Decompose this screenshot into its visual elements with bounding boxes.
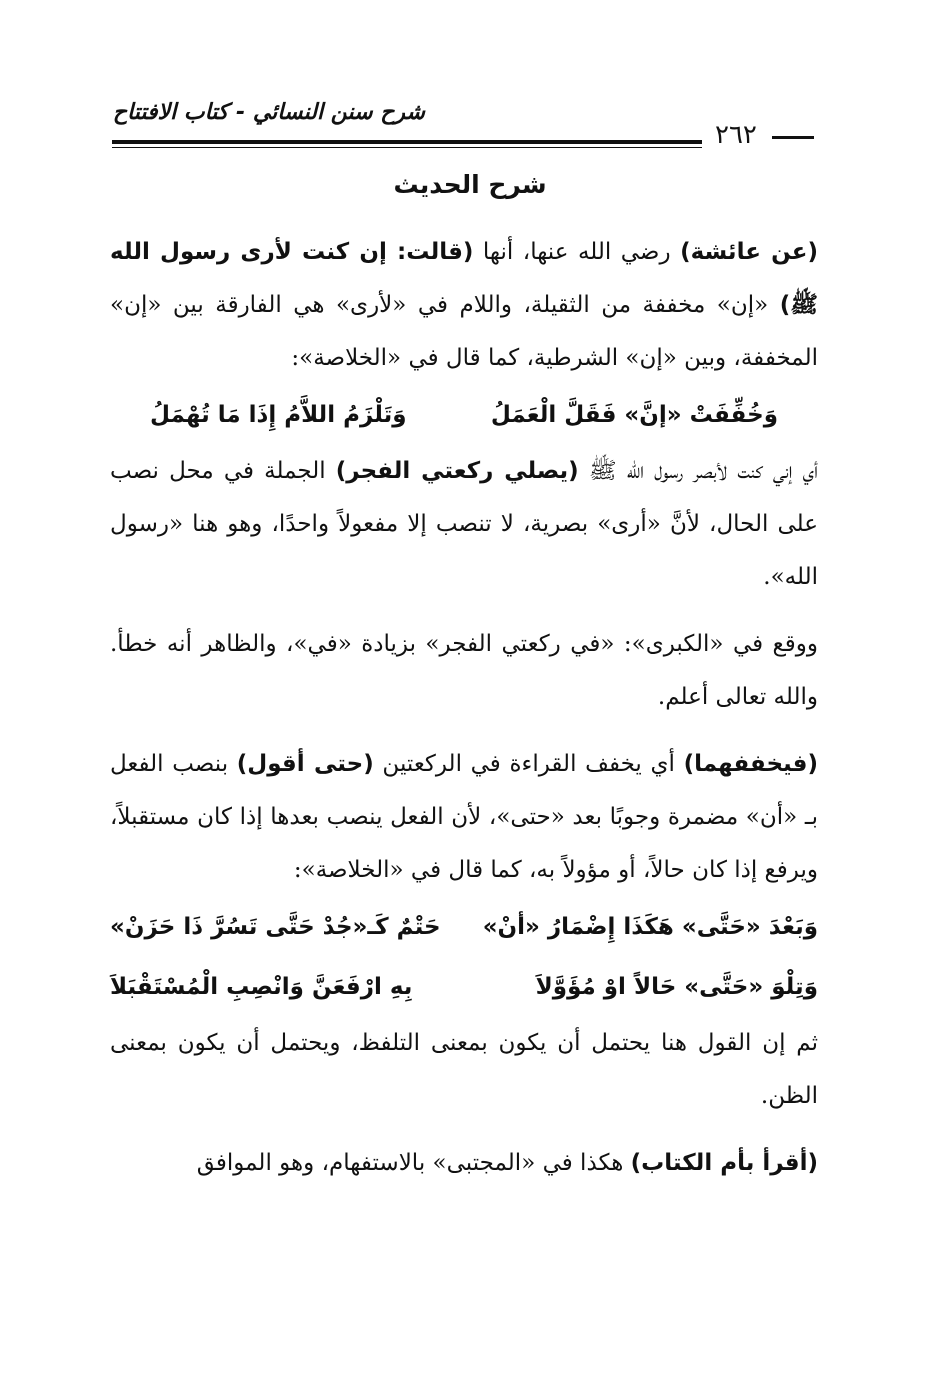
- verse-first-hemistich: وَتِلْوَ «حَتَّى» حَالاً اوْ مُؤَوَّلاَ: [535, 974, 818, 1000]
- page-number: ٢٦٢: [715, 120, 757, 150]
- commentary-body: [110, 226, 818, 1190]
- paragraph-text: أي يخفف القراءة في الركعتين: [373, 751, 684, 777]
- poetry-verse-3: [110, 957, 818, 1017]
- hadith-quote: (أقرأ بأم الكتاب): [630, 1150, 818, 1176]
- running-header-title: شرح سنن النسائي - كتاب الافتتاح: [112, 100, 425, 125]
- paragraph-text: ووقع في «الكبرى»: «في ركعتي الفجر» بزيادة «في»، والظاهر أنه خطأ. والله تعالى أعلم.: [110, 631, 818, 710]
- verse-second-hemistich: وَتَلْزَمُ اللاَّمُ إِذَا مَا تُهْمَلُ: [150, 402, 407, 428]
- header-rule-thin: [112, 147, 702, 148]
- paragraph-text: رضي الله عنها، أنها: [473, 239, 681, 265]
- hadith-quote: (قالت: إن كنت لأرى رسول الله ﷺ): [110, 239, 818, 318]
- hadith-quote: (فيخففهما): [683, 751, 818, 777]
- page-number-dash: [772, 136, 814, 139]
- paragraph-6: [110, 1137, 818, 1190]
- paragraph-text: بنصب الفعل بـ «أن» مضمرة وجوبًا بعد «حتى»، لأن الفعل ينصب بعدها إذا كان مستقبلاً، ويرفع إذا كان حالاً، أو مؤولاً به، كما قال في «الخلاصة»:: [110, 751, 818, 883]
- verse-first-hemistich: وَخُفِّفَتْ «إنَّ» فَقَلَّ الْعَمَلُ: [490, 402, 778, 428]
- paragraph-text: هكذا في «المجتبى» بالاستفهام، وهو الموافق: [196, 1150, 631, 1176]
- header-rule-thick: [112, 140, 702, 144]
- paragraph-text: أي إني كنت لأبصر رسول الله ﷺ: [578, 458, 818, 484]
- paragraph-2: [110, 445, 818, 604]
- poetry-verse-2: [110, 897, 818, 957]
- paragraph-5: [110, 1017, 818, 1123]
- paragraph-4: [110, 738, 818, 897]
- hadith-quote: (يصلي ركعتي الفجر): [335, 458, 579, 484]
- paragraph-1: [110, 226, 818, 385]
- section-title: شرح الحديث: [393, 170, 547, 199]
- hadith-quote: (حتى أقول): [236, 751, 374, 777]
- poetry-verse-1: [110, 385, 818, 445]
- verse-first-hemistich: وَبَعْدَ «حَتَّى» هَكَذَا إِضْمَارُ «أنْ»: [482, 914, 818, 940]
- paragraph-text: الجملة في محل نصب على الحال، لأنَّ «أرى» بصرية، لا تنصب إلا مفعولاً واحدًا، وهو هنا «رسول الله».: [110, 458, 818, 590]
- verse-second-hemistich: حَتْمٌ كَـ«جُدْ حَتَّى تَسُرَّ ذَا حَزَنْ»: [110, 914, 441, 940]
- paragraph-text: ثم إن القول هنا يحتمل أن يكون بمعنى التلفظ، ويحتمل أن يكون بمعنى الظن.: [110, 1030, 818, 1109]
- paragraph-text: «إن» مخففة من الثقيلة، واللام في «لأرى» هي الفارقة بين «إن» المخففة، وبين «إن» الشرطية، كما قال في «الخلاصة»:: [110, 292, 818, 371]
- paragraph-3: [110, 618, 818, 724]
- verse-second-hemistich: بِهِ ارْفَعَنَّ وَانْصِبِ الْمُسْتَقْبَلاَ: [110, 974, 413, 1000]
- hadith-quote: (عن عائشة): [680, 239, 819, 265]
